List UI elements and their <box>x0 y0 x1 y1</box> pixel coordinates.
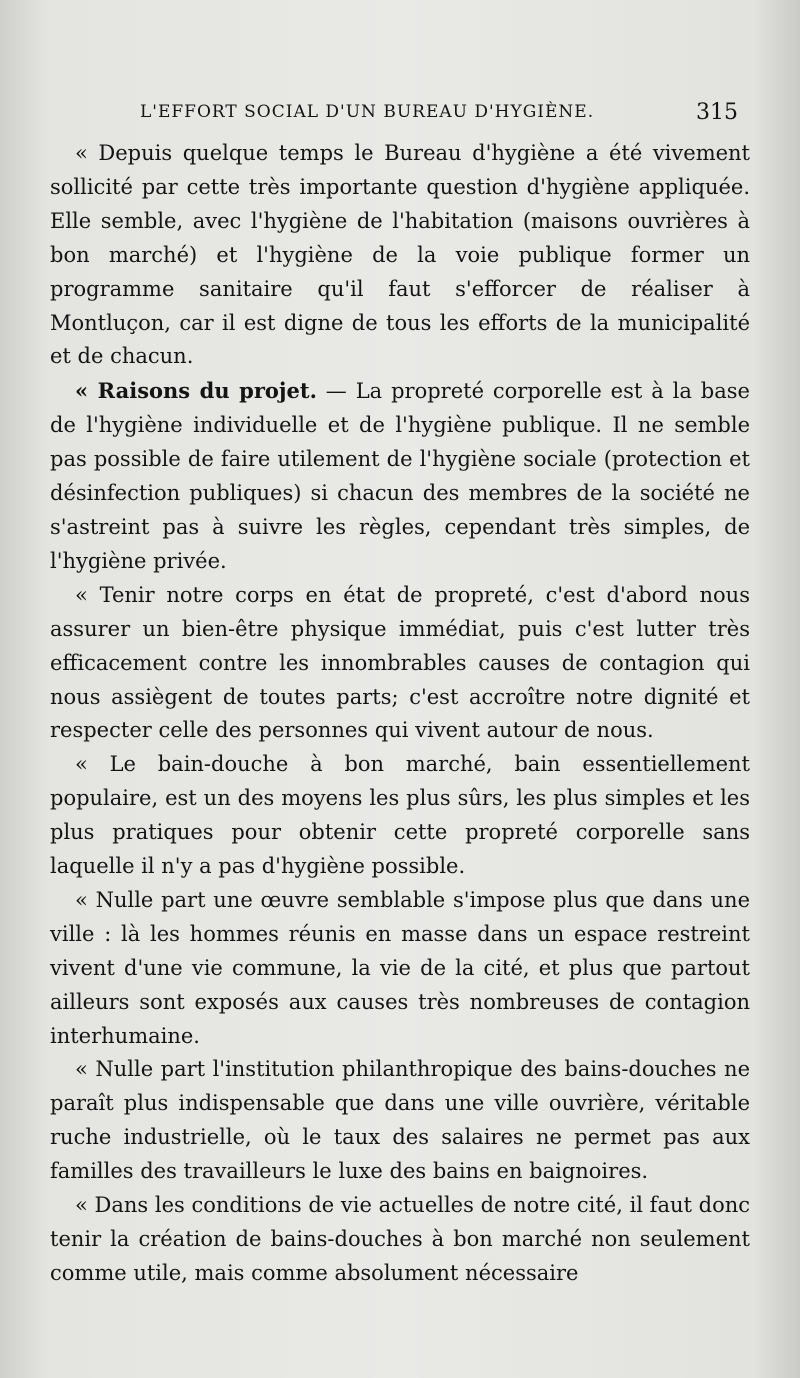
paragraph-text: « Depuis quelque temps le Bureau d'hygiène a été vivement sollicité par cette très importante question d'hygiène appliquée. Elle semble, avec l'hygiène de l'habitation (maisons ouvrières à bon marché) et l'hygiène de la voie publique former un programme sanitaire qu'il faut s'efforcer de réaliser à Montluçon, car il est digne de tous les efforts de la municipalité et de chacun. <box>50 141 750 369</box>
paragraph <box>50 748 750 884</box>
page-header <box>140 102 738 128</box>
paragraph <box>50 1053 750 1189</box>
paragraph-text: — La propreté corporelle est à la base de l'hygiène individuelle et de l'hygiène publique. Il ne semble pas possible de faire utilement de l'hygiène sociale (protection et désinfection publiques) si chacun des membres de la société ne s'astreint pas à suivre les règles, cependant très simples, de l'hygiène privée. <box>50 379 750 573</box>
paragraph-text: « Tenir notre corps en état de propreté, c'est d'abord nous assurer un bien-être physique immédiat, puis c'est lutter très efficacement contre les innombrables causes de contagion qui nous assiègent de toutes parts; c'est accroître notre dignité et respecter celle des personnes qui vivent autour de nous. <box>50 582 750 743</box>
paragraph <box>50 1189 750 1291</box>
paragraph-text: « Nulle part une œuvre semblable s'impose plus que dans une ville : là les hommes réunis en masse dans un espace restreint vivent d'une vie commune, la vie de la cité, et plus que partout ailleurs sont exposés aux causes très nombreuses de contagion interhumaine. <box>50 887 750 1048</box>
paragraph-section-heading <box>50 374 750 578</box>
running-title: L'EFFORT SOCIAL D'UN BUREAU D'HYGIÈNE. <box>140 102 595 122</box>
paragraph <box>50 884 750 1054</box>
paragraph-text: « Nulle part l'institution philanthropique des bains-douches ne paraît plus indispensable que dans une ville ouvrière, véritable ruche industrielle, où le taux des salaires ne permet pas aux familles des travailleurs le luxe des bains en baignoires. <box>50 1057 750 1184</box>
paragraph-text: « Le bain-douche à bon marché, bain essentiellement populaire, est un des moyens les plus sûrs, les plus simples et les plus pratiques pour obtenir cette propreté corporelle sans laquelle il n'y a pas d'hygiène possible. <box>50 752 750 879</box>
paragraph-text: « Dans les conditions de vie actuelles de notre cité, il faut donc tenir la création de bains-douches à bon marché non seulement comme utile, mais comme absolument nécessaire <box>50 1193 750 1285</box>
body-text <box>50 137 750 1291</box>
section-lead: « Raisons du projet. <box>75 378 317 404</box>
paragraph <box>50 137 750 374</box>
paragraph <box>50 579 750 749</box>
page-number: 315 <box>696 100 738 125</box>
